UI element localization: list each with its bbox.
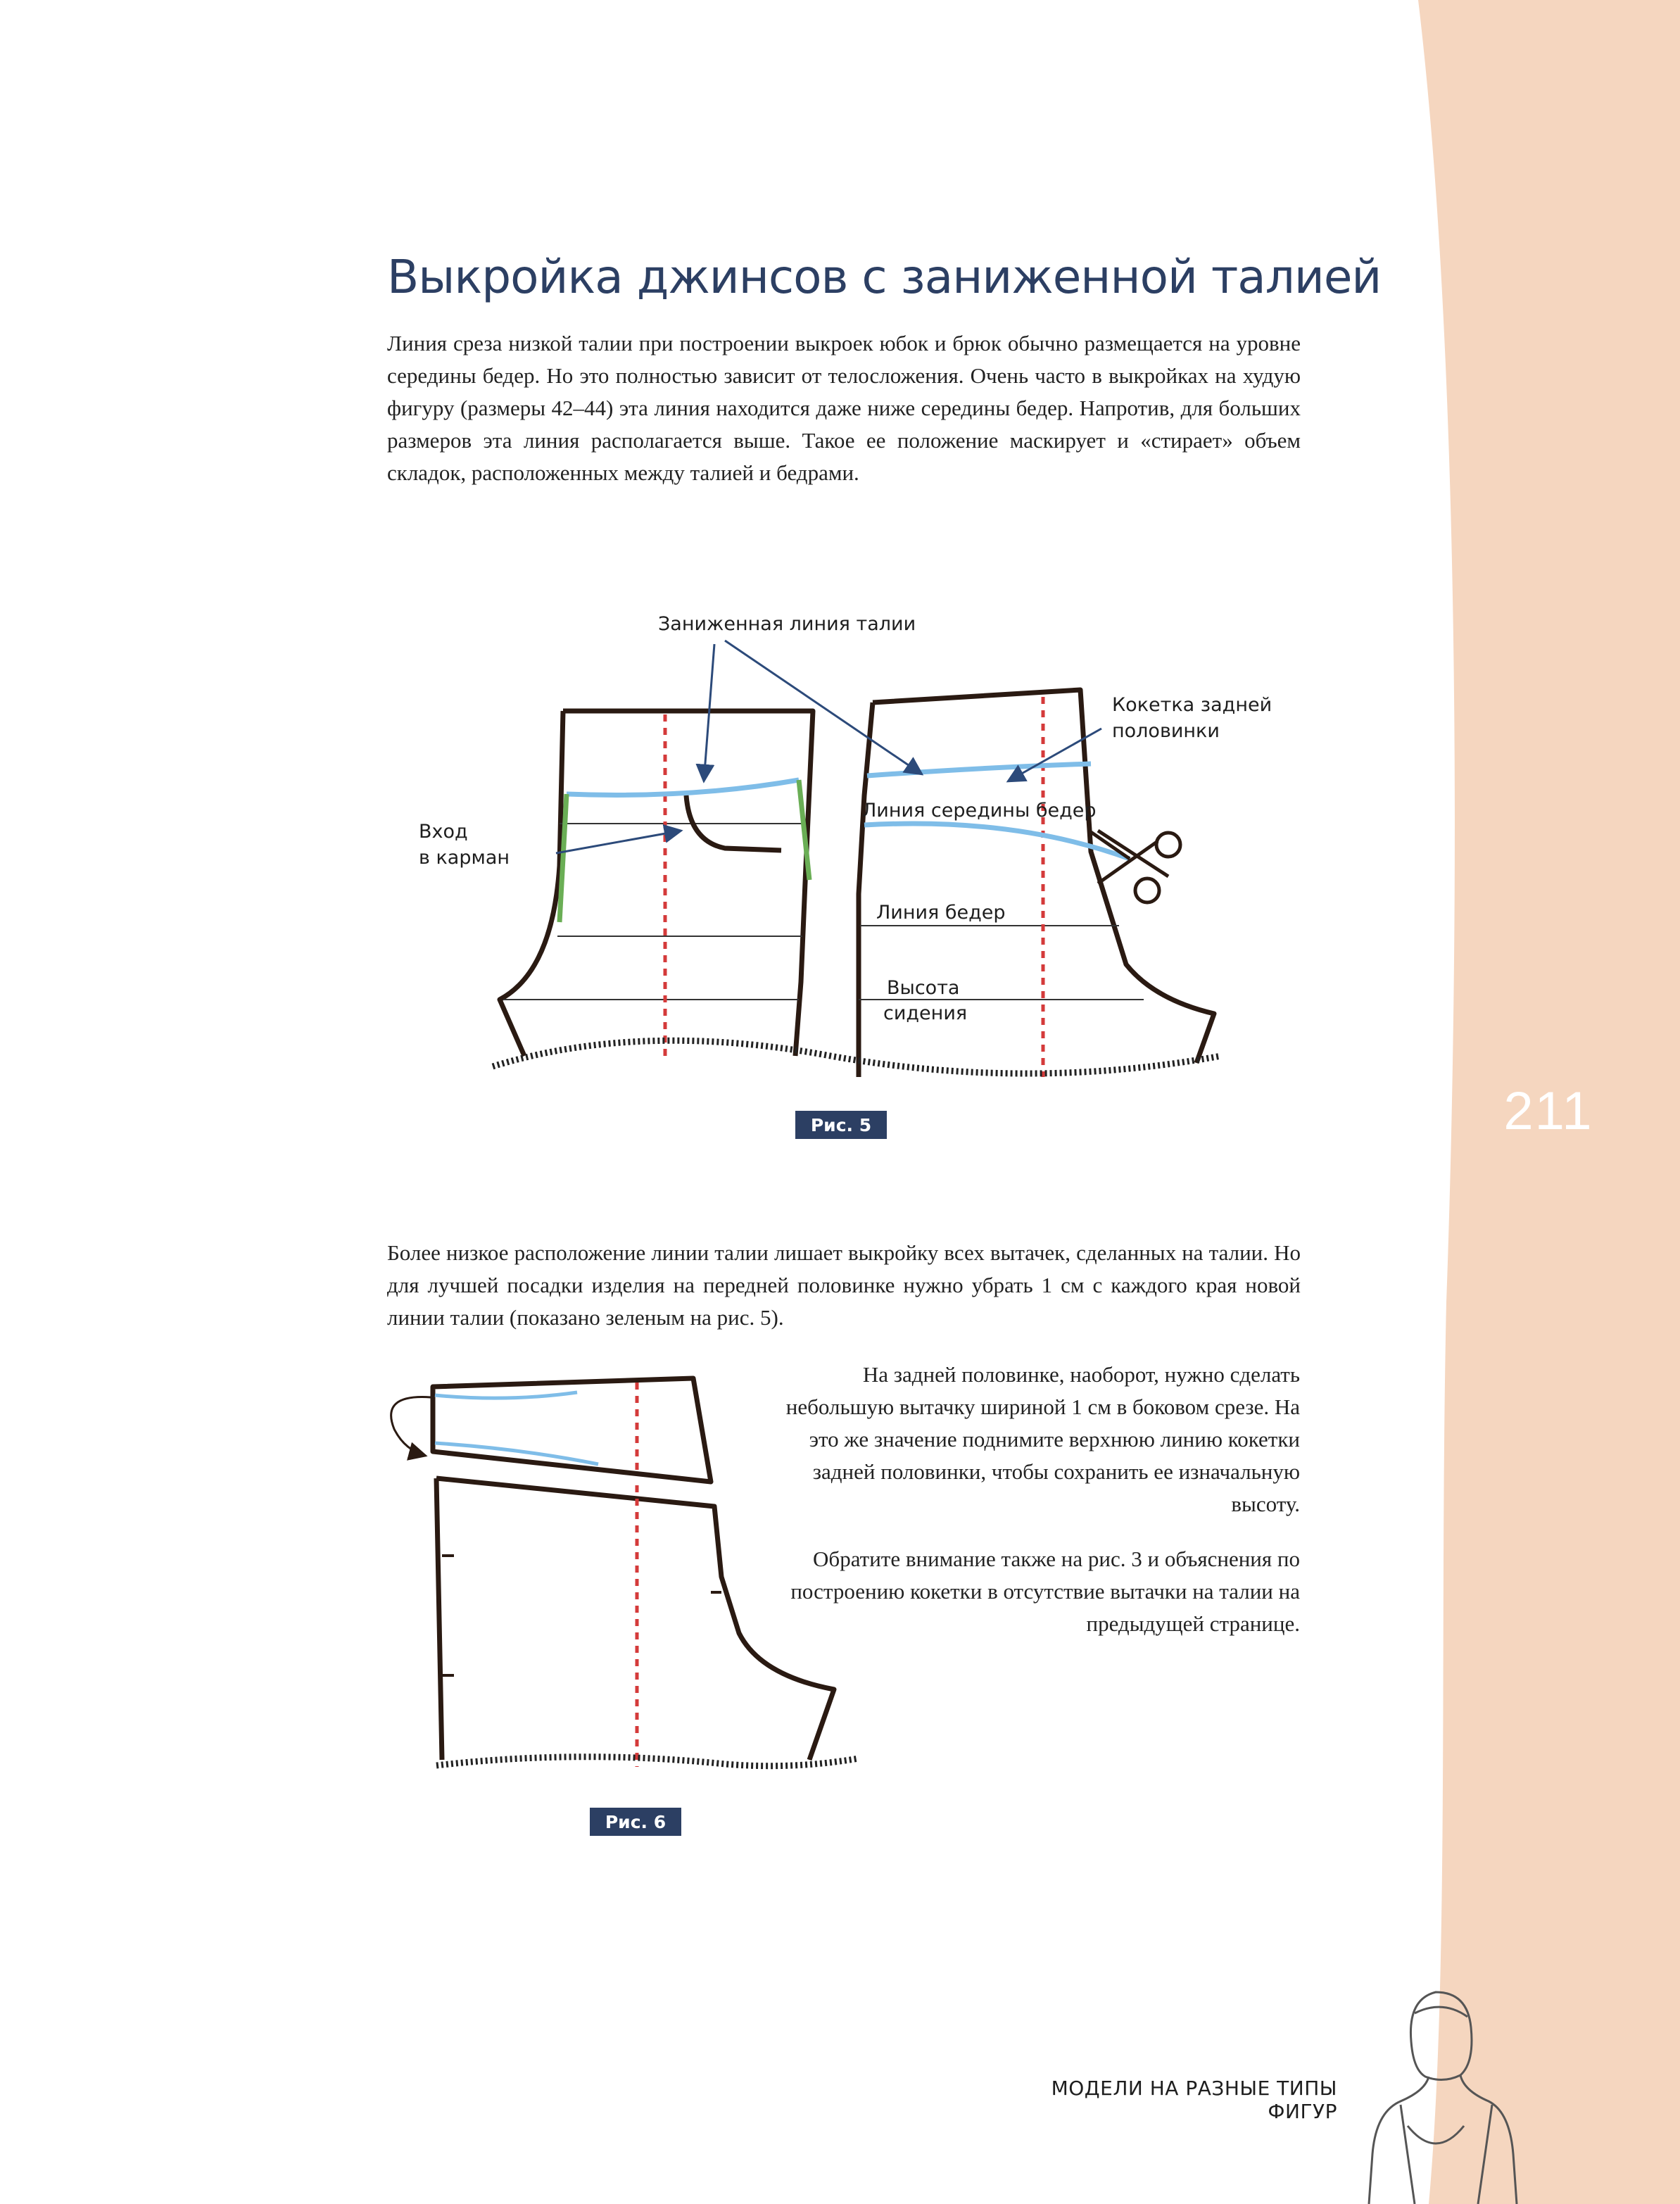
yoke-pattern-piece: [391, 1378, 711, 1482]
woman-sketch-illustration: [1358, 1985, 1541, 2204]
label-pocket-1: Вход: [419, 821, 468, 843]
figure-6-caption: Рис. 6: [605, 1812, 667, 1832]
label-pocket-2: в карман: [419, 847, 510, 869]
figure-6-pattern-diagram: [366, 1366, 873, 1851]
darts-paragraph: Более низкое расположение линии талии лишает выкройку всех вытачек, сделанных на талии. Но для лучшей посадки изделия на передней половинке нужно убрать 1 см с каждого края новой линии талии (показано зеленым на рис. 5).: [387, 1240, 1301, 1330]
back-leg-pattern-piece: [436, 1478, 834, 1767]
page-title: Выкройка джинсов с заниженной талией: [387, 250, 1382, 304]
label-lowered-waist-line: Заниженная линия талии: [658, 613, 916, 635]
scissors-icon: [1098, 831, 1180, 902]
front-pattern-piece: [500, 711, 813, 1056]
label-back-yoke-1: Кокетка задней: [1112, 694, 1272, 716]
note-paragraph: Обратите внимание также на рис. 3 и объяснения по построению кокетки в отсутствие вытачки на талии на предыдущей странице.: [790, 1547, 1300, 1636]
label-mid-hip-line: Линия середины бедер: [862, 800, 1097, 821]
ground-line: [436, 1757, 859, 1766]
figure-5-pattern-diagram: [394, 598, 1281, 1147]
label-back-yoke-2: половинки: [1112, 720, 1220, 742]
page-number: 211: [1503, 1081, 1593, 1141]
label-seat-height-1: Высота: [887, 977, 960, 999]
intro-paragraph: Линия среза низкой талии при построении выкроек юбок и брюк обычно размещается на уровне середины бедер. Но это полностью зависит от телосложения. Очень часто в выкройках на худую фигуру (размеры 42–44) эта линия находится даже ниже середины бедер. Напротив, для больших размеров эта линия располагается выше. Такое ее положение маскирует и «стирает» объем складок, расположенных между талией и бедрами.: [387, 331, 1301, 485]
figure-5-caption: Рис. 5: [810, 1115, 872, 1135]
footer-section-title: МОДЕЛИ НА РАЗНЫЕ ТИПЫ ФИГУР: [1051, 2077, 1337, 2123]
label-hip-line: Линия бедер: [876, 902, 1006, 924]
label-seat-height-2: сидения: [883, 1002, 968, 1024]
back-piece-paragraph: На задней половинке, наоборот, нужно сделать небольшую вытачку шириной 1 см в боковом срезе. На это же значение поднимите верхнюю линию кокетки задней половинки, чтобы сохранить ее изначальную высоту.: [785, 1362, 1300, 1516]
